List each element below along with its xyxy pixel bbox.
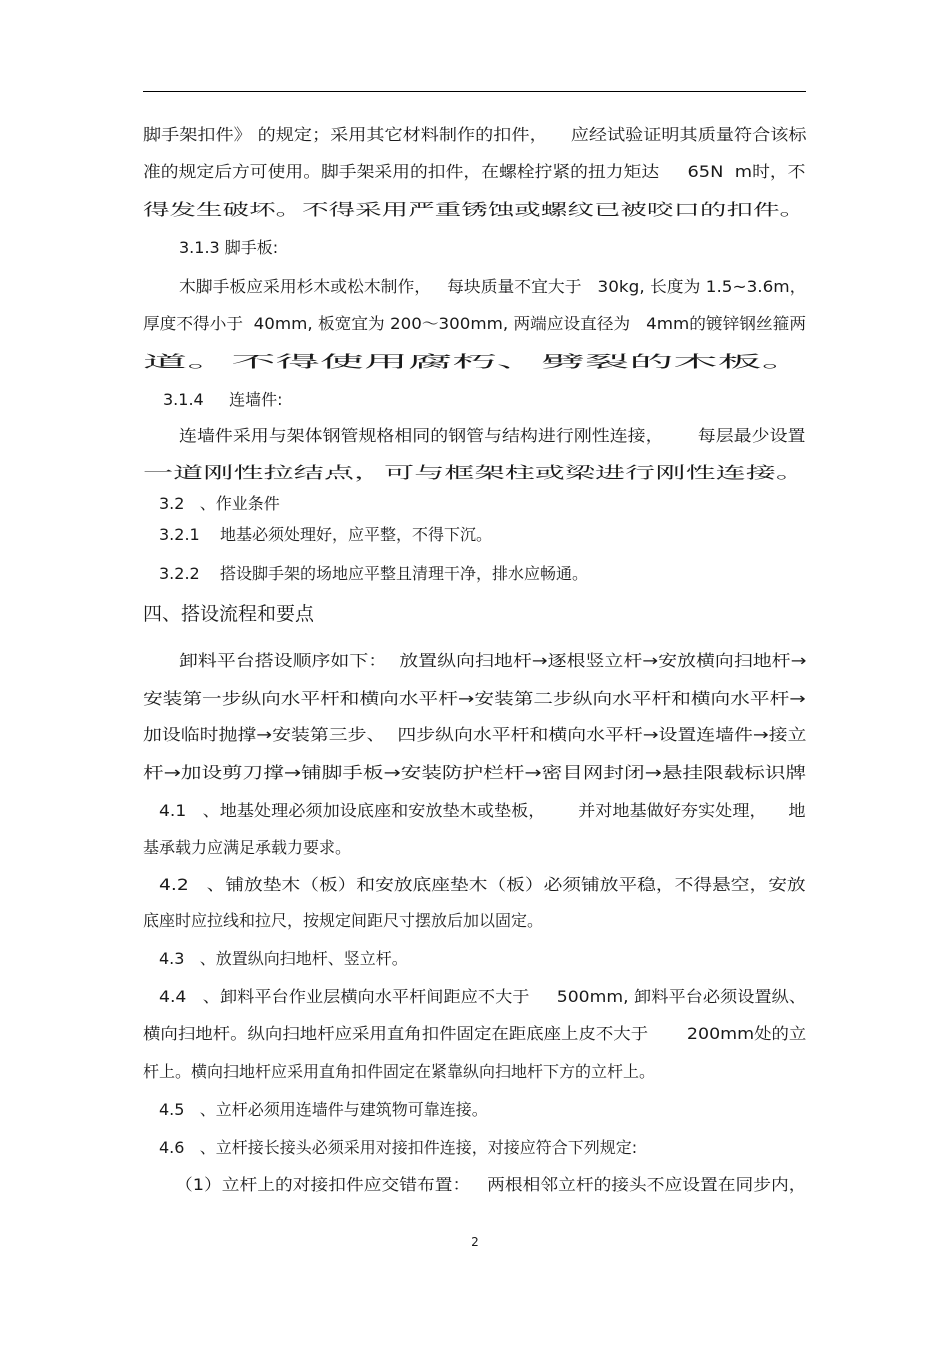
text-line: 底座时应拉线和拉尺，按规定间距尺寸摆放后加以固定。 <box>143 911 544 930</box>
text-line: 4.2 、铺放垫木（板）和安放底座垫木（板）必须铺放平稳，不得悬空，安放 <box>159 875 806 894</box>
text-line: 3.2.2 搭设脚手架的场地应平整且清理干净，排水应畅通。 <box>159 564 589 583</box>
text-line: 4.3 、放置纵向扫地杆、竖立杆。 <box>159 949 408 968</box>
text-line: 卸料平台搭设顺序如下： 放置纵向扫地杆→逐根竖立杆→安放横向扫地杆→ <box>179 651 807 670</box>
text-line: 厚度不得小于 40mm, 板宽宜为 200～300mm, 两端应设直径为 4mm的镀锌钢丝箍两 <box>143 314 806 333</box>
text-line: 得发生破坏。不得采用严重锈蚀或螺纹已被咬口的扣件。 <box>143 200 807 219</box>
header-rule <box>143 91 806 92</box>
text-line: 4.6 、立杆接长接头必须采用对接扣件连接，对接应符合下列规定: <box>159 1138 638 1157</box>
text-line: 杆→加设剪刀撑→铺脚手板→安装防护栏杆→密目网封闭→悬挂限载标识牌 <box>143 763 807 782</box>
text-line: 杆上。横向扫地杆应采用直角扣件固定在紧靠纵向扫地杆下方的立杆上。 <box>143 1062 656 1081</box>
text-line: 脚手架扣件》 的规定；采用其它材料制作的扣件， 应经试验证明其质量符合该标 <box>143 125 807 144</box>
text-line: 3.1.4 连墙件: <box>163 390 283 409</box>
text-line: 一道刚性拉结点，可与框架柱或梁进行刚性连接。 <box>143 463 807 482</box>
text-line: 准的规定后方可使用。脚手架采用的扣件，在螺栓拧紧的扭力矩达 65N m时，不 <box>143 162 806 181</box>
text-line: 4.5 、立杆必须用连墙件与建筑物可靠连接。 <box>159 1100 488 1119</box>
text-line: 安装第一步纵向水平杆和横向水平杆→安装第二步纵向水平杆和横向水平杆→ <box>143 689 806 708</box>
text-line: 4.4 、卸料平台作业层横向水平杆间距应不大于 500mm, 卸料平台必须设置纵、 <box>159 987 807 1006</box>
text-line: 连墙件采用与架体钢管规格相同的钢管与结构进行刚性连接， 每层最少设置 <box>179 426 806 445</box>
text-line: 3.2 、作业条件 <box>159 494 280 513</box>
text-line: 3.1.3 脚手板: <box>179 238 279 257</box>
text-line: 基承载力应满足承载力要求。 <box>143 838 352 857</box>
text-line: 横向扫地杆。纵向扫地杆应采用直角扣件固定在距底座上皮不大于 200mm处的立 <box>143 1024 807 1043</box>
text-line: 4.1 、地基处理必须加设底座和安放垫木或垫板， 并对地基做好夯实处理， 地 <box>159 801 806 820</box>
page-number: 2 <box>471 1235 479 1249</box>
text-line: 加设临时抛撑→安装第三步、 四步纵向水平杆和横向水平杆→设置连墙件→接立 <box>143 725 807 744</box>
text-line: （1）立杆上的对接扣件应交错布置： 两根相邻立杆的接头不应设置在同步内， <box>175 1175 807 1194</box>
section-heading: 四、搭设流程和要点 <box>143 603 315 625</box>
text-line: 道。不得使用腐朽、劈裂的木板。 <box>143 352 807 371</box>
text-line: 木脚手板应采用杉木或松木制作， 每块质量不宜大于 30kg, 长度为 1.5~3.6m， <box>179 277 807 296</box>
text-line: 3.2.1 地基必须处理好，应平整，不得下沉。 <box>159 525 493 544</box>
